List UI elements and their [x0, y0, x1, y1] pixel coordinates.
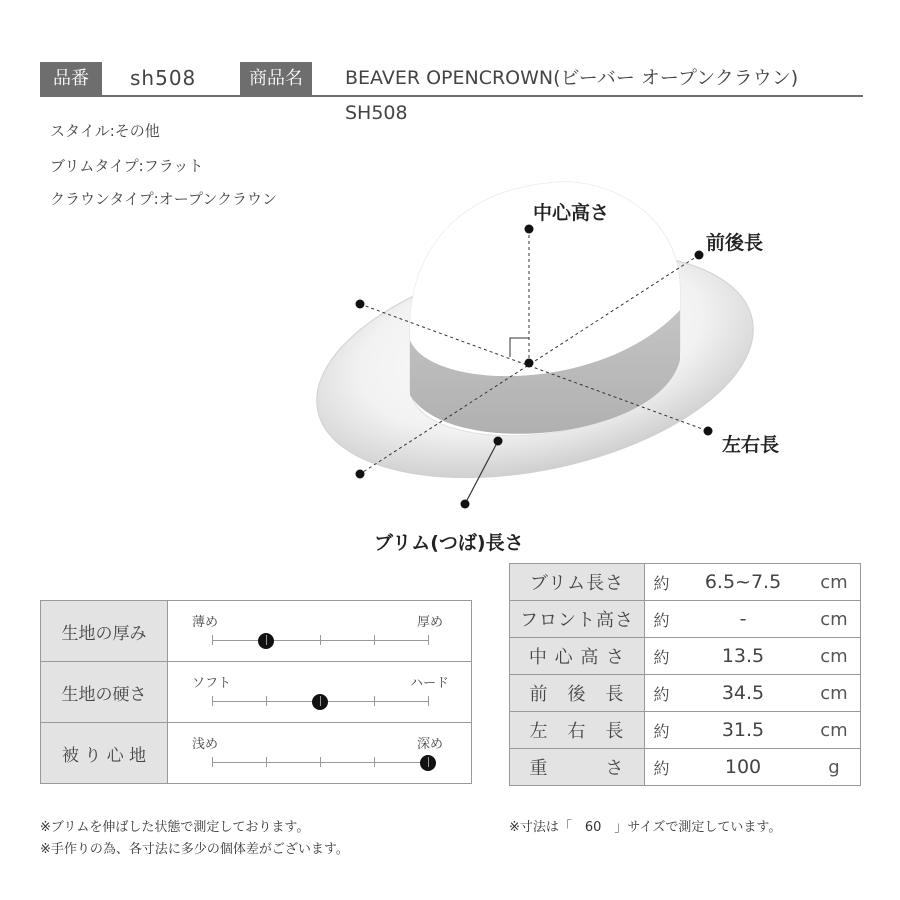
- left-right-label: 左右長: [722, 434, 780, 456]
- rating-label: 生地の厚み: [41, 601, 168, 662]
- rating-tick: [266, 635, 267, 645]
- size-value: 100: [678, 749, 808, 786]
- rating-row: [41, 601, 472, 662]
- left-right-end-point: [704, 427, 713, 436]
- rating-left-label: ソフト: [192, 676, 232, 691]
- rating-row: [41, 723, 472, 784]
- rating-tick: [212, 696, 213, 706]
- size-approx: 約: [645, 638, 679, 675]
- rating-scale: [168, 601, 472, 662]
- rating-tick: [266, 757, 267, 767]
- rating-tick: [320, 696, 321, 706]
- size-key: 中 心 高 さ: [510, 638, 645, 675]
- rating-label: 被 り 心 地: [41, 723, 168, 784]
- rating-tick: [374, 696, 375, 706]
- rating-label: 生地の硬さ: [41, 662, 168, 723]
- attribute-crown-type: クラウンタイプ:オープンクラウン: [50, 190, 278, 208]
- size-row: [510, 601, 861, 638]
- center-height-label: 中心高さ: [533, 202, 610, 224]
- size-row: [510, 749, 861, 786]
- size-unit: cm: [808, 675, 861, 712]
- brim-inner-point: [494, 437, 503, 446]
- rating-right-label: ハード: [409, 676, 449, 691]
- note-handmade-variance: ※手作りの為、各寸法に多少の個体差がございます。: [40, 842, 349, 857]
- size-approx: 約: [645, 601, 679, 638]
- note-measured-size: ※寸法は「 60 」サイズで測定しています。: [509, 820, 782, 835]
- rating-tick: [266, 696, 267, 706]
- brim-outer-point: [461, 500, 470, 509]
- rating-scale: [168, 662, 472, 723]
- front-back-label: 前後長: [706, 232, 764, 254]
- size-key: 前 後 長: [510, 675, 645, 712]
- size-value: 13.5: [678, 638, 808, 675]
- size-approx: 約: [645, 675, 679, 712]
- size-key: 重 さ: [510, 749, 645, 786]
- size-unit: cm: [808, 564, 861, 601]
- rating-left-label: 薄め: [192, 615, 219, 630]
- size-table: [509, 563, 861, 786]
- front-back-start-point: [356, 470, 365, 479]
- rating-tick: [212, 635, 213, 645]
- size-unit: g: [808, 749, 861, 786]
- rating-left-label: 浅め: [192, 737, 219, 752]
- size-row: [510, 675, 861, 712]
- size-key: ブリム長さ: [510, 564, 645, 601]
- rating-right-label: 厚め: [416, 615, 443, 630]
- size-key: フロント高さ: [510, 601, 645, 638]
- rating-tick: [374, 635, 375, 645]
- rating-tick: [320, 757, 321, 767]
- size-value: -: [678, 601, 808, 638]
- size-approx: 約: [645, 712, 679, 749]
- product-number-label: 品番: [40, 62, 102, 95]
- size-key: 左 右 長: [510, 712, 645, 749]
- hat-measurement-diagram: [300, 180, 780, 560]
- size-unit: cm: [808, 638, 861, 675]
- size-unit: cm: [808, 712, 861, 749]
- fabric-rating-table: [40, 600, 472, 784]
- center-point: [525, 359, 534, 368]
- size-row: [510, 564, 861, 601]
- size-value: 31.5: [678, 712, 808, 749]
- rating-right-label: 深め: [416, 737, 443, 752]
- front-back-end-point: [695, 251, 704, 260]
- attribute-brim-type: ブリムタイプ:フラット: [50, 157, 204, 175]
- size-row: [510, 712, 861, 749]
- product-name-label: 商品名: [240, 62, 312, 95]
- rating-scale: [168, 723, 472, 784]
- size-approx: 約: [645, 749, 679, 786]
- rating-tick: [212, 757, 213, 767]
- header-divider: [40, 95, 863, 97]
- size-row: [510, 638, 861, 675]
- attribute-style: スタイル:その他: [50, 122, 160, 140]
- size-unit: cm: [808, 601, 861, 638]
- product-number-value: sh508: [130, 66, 197, 90]
- size-value: 34.5: [678, 675, 808, 712]
- center-height-top-point: [525, 225, 534, 234]
- rating-tick: [320, 635, 321, 645]
- rating-tick: [428, 696, 429, 706]
- rating-tick: [428, 757, 429, 767]
- rating-tick: [428, 635, 429, 645]
- brim-length-label: ブリム(つば)長さ: [374, 532, 524, 554]
- rating-row: [41, 662, 472, 723]
- rating-tick: [374, 757, 375, 767]
- size-value: 6.5~7.5: [678, 564, 808, 601]
- note-brim-measurement: ※ブリムを伸ばした状態で測定しております。: [40, 820, 310, 835]
- product-name-value: BEAVER OPENCROWN(ビーバー オープンクラウン): [345, 67, 799, 89]
- left-right-start-point: [356, 300, 365, 309]
- product-name-sub: SH508: [345, 102, 408, 124]
- size-approx: 約: [645, 564, 679, 601]
